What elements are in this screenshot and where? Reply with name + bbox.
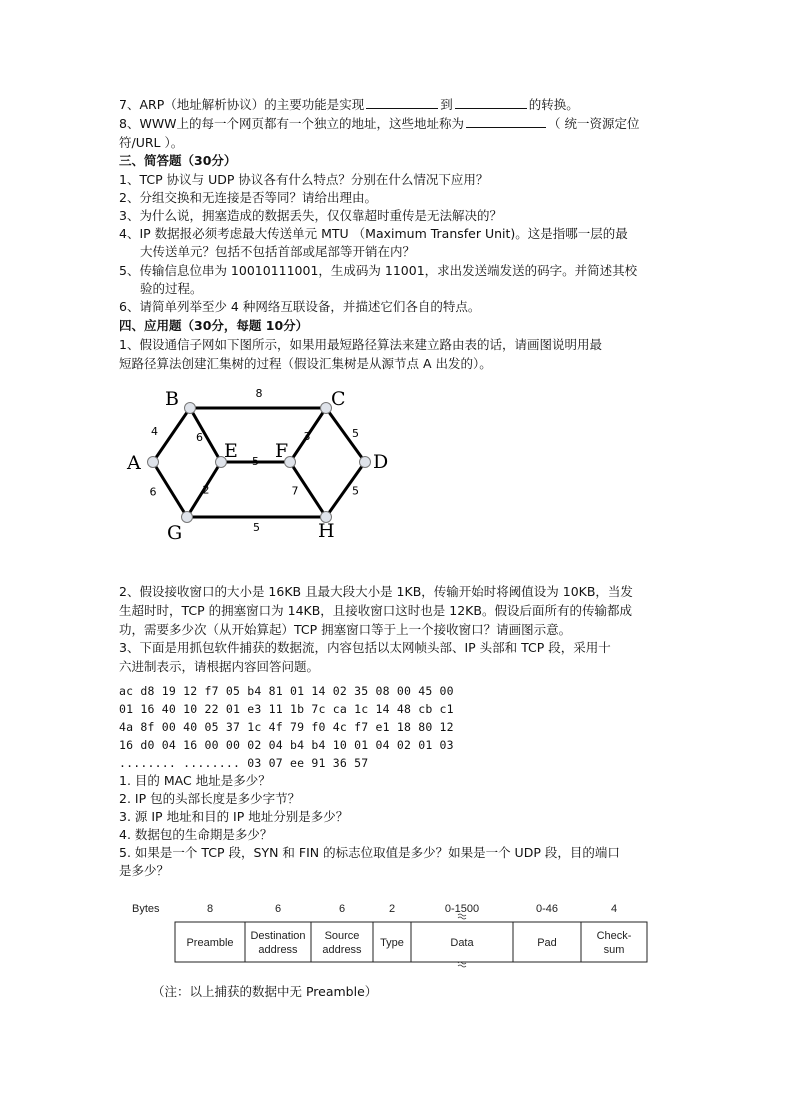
- hex-line: ac d8 19 12 f7 05 b4 81 01 14 02 35 08 00 45 00: [119, 684, 454, 698]
- edge-weight-label: 6: [149, 485, 157, 499]
- app-q2-line: 2、假设接收窗口的大小是 16KB 且最大段大小是 1KB，传输开始时将阈值设为 10KB，当发: [119, 584, 633, 599]
- network-graph-diagram: [115, 380, 415, 550]
- hex-line: 4a 8f 00 40 05 37 1c 4f 79 f0 4c f7 e1 18 80 12: [119, 720, 454, 734]
- node-c: [321, 403, 332, 414]
- app-q1-line: 1、假设通信子网如下图所示，如果用最短路径算法来建立路由表的话，请画图说明用最: [119, 337, 602, 352]
- node-label-c: C: [331, 388, 346, 410]
- frame-field-label: Preamble: [186, 937, 234, 949]
- byte-count-label: 6: [338, 903, 346, 915]
- hex-line: 16 d0 04 16 00 00 02 04 b4 b4 10 01 04 02 01 03: [119, 738, 454, 752]
- frame-field-label: address: [258, 944, 298, 956]
- q7-text-c: 的转换。: [528, 97, 579, 112]
- edge-weight-label: 2: [202, 483, 210, 497]
- short-item: 3、为什么说，拥塞造成的数据丢失，仅仅靠超时重传是无法解决的？: [119, 208, 502, 223]
- edge-a-g: [153, 462, 187, 517]
- frame-field-label: sum: [603, 944, 625, 956]
- byte-count-label: 0-1500: [444, 903, 480, 915]
- short-item: 5、传输信息位串为 10010111001，生成码为 11001，求出发送端发送的码字。并简述其校: [119, 263, 638, 278]
- node-label-g: G: [167, 522, 183, 544]
- node-label-d: D: [373, 451, 389, 473]
- sub-question: 5. 如果是一个 TCP 段，SYN 和 FIN 的标志位取值是多少？如果是一个 UDP 段，目的端口: [119, 845, 620, 860]
- sub-question: 2. IP 包的头部长度是多少字节？: [119, 791, 301, 806]
- frame-note: （注：以上捕获的数据中无 Preamble）: [152, 984, 378, 999]
- node-label-b: B: [165, 388, 179, 410]
- byte-count-label: 6: [274, 903, 282, 915]
- sub-question: 1. 目的 MAC 地址是多少？: [119, 773, 271, 788]
- short-item: 1、TCP 协议与 UDP 协议各有什么特点？分别在什么情况下应用？: [119, 172, 489, 187]
- node-b: [185, 403, 196, 414]
- break-mark-bottom: [458, 962, 466, 967]
- short-item: 4、IP 数据报必须考虑最大传送单元 MTU （Maximum Transfer Unit)。这是指哪一层的最: [119, 226, 628, 241]
- edge-c-d: [326, 408, 365, 462]
- edge-d-h: [326, 462, 365, 517]
- app-q2-line: 生超时时，TCP 的拥塞窗口为 14KB，且接收窗口这时也是 12KB。假设后面所有的传输都成: [119, 603, 632, 618]
- hex-line: 01 16 40 10 22 01 e3 11 1b 7c ca 1c 14 48 cb c1: [119, 702, 454, 716]
- node-label-h: H: [318, 520, 335, 542]
- edge-weight-label: 8: [255, 387, 263, 400]
- q7-text-a: 7、ARP（地址解析协议）的主要功能是实现: [119, 97, 365, 112]
- edge-weight-label: 7: [291, 484, 299, 498]
- q7-text-b: 到: [440, 97, 453, 112]
- byte-count-label: 8: [206, 903, 214, 915]
- question-8: [119, 114, 640, 133]
- sub-question: 4. 数据包的生命期是多少？: [119, 827, 273, 842]
- section-short-heading: 三、简答题（30分）: [119, 153, 237, 168]
- frame-field-label: Pad: [537, 937, 557, 949]
- frame-field-label: Type: [380, 937, 404, 949]
- edge-weight-label: 4: [151, 425, 158, 438]
- edge-weight-label: 5: [252, 455, 259, 468]
- app-q2-line: 功，需要多少次（从开始算起）TCP 拥塞窗口等于上一个接收窗口？请画图示意。: [119, 622, 572, 637]
- question-7: [119, 95, 579, 114]
- edge-weight-label: 5: [253, 521, 260, 534]
- edge-a-b: [153, 408, 190, 462]
- frame-field-label: Source: [324, 930, 360, 942]
- q7-blank-1: [366, 96, 438, 109]
- short-item-cont: 验的过程。: [140, 281, 203, 296]
- hex-line: ........ ........ 03 07 ee 91 36 57: [119, 756, 369, 770]
- app-q3-line: 3、下面是用抓包软件捕获的数据流，内容包括以太网帧头部、IP 头部和 TCP 段，采用十: [119, 640, 611, 655]
- node-label-e: E: [224, 440, 238, 462]
- sub-question-cont: 是多少？: [119, 863, 170, 878]
- question-8-cont: 符/URL ）。: [119, 135, 184, 150]
- frame-field-label: Destination: [250, 930, 306, 942]
- short-item: 2、分组交换和无连接是否等同？请给出理由。: [119, 190, 377, 205]
- q7-blank-2: [455, 96, 527, 109]
- edge-b-e: [190, 408, 221, 462]
- node-g: [182, 512, 193, 523]
- node-d: [360, 457, 371, 468]
- byte-count-label: 4: [610, 903, 618, 915]
- byte-count-label: 2: [388, 903, 396, 915]
- node-label-f: F: [275, 440, 289, 462]
- frame-field-label: address: [322, 944, 362, 956]
- section-app-heading: 四、应用题（30分，每题 10分）: [119, 318, 309, 333]
- edge-weight-label: 6: [196, 431, 203, 444]
- short-item-cont: 大传送单元？包括不包括首部或尾部等开销在内？: [140, 244, 416, 259]
- q8-text-a: 8、WWW上的每一个网页都有一个独立的地址，这些地址称为: [119, 116, 465, 131]
- node-label-a: A: [127, 452, 141, 474]
- edge-weight-label: 3: [303, 430, 311, 443]
- frame-field-label: Data: [450, 937, 474, 949]
- short-item: 6、请简单列举至少 4 种网络互联设备，并描述它们各自的特点。: [119, 299, 481, 314]
- q8-text-b: （ 统一资源定位: [548, 116, 640, 131]
- bytes-label: Bytes: [132, 903, 160, 915]
- sub-question: 3. 源 IP 地址和目的 IP 地址分别是多少？: [119, 809, 349, 824]
- app-q1-line: 短路径算法创建汇集树的过程（假设汇集树是从源节点 A 出发的）。: [119, 356, 492, 371]
- app-q3-line: 六进制表示，请根据内容回答问题。: [119, 659, 320, 674]
- byte-count-label: 0-46: [535, 903, 559, 915]
- node-a: [148, 457, 159, 468]
- ethernet-frame-diagram: [125, 895, 665, 970]
- frame-field-label: Check-: [596, 930, 632, 942]
- edge-weight-label: 5: [352, 484, 359, 498]
- edge-weight-label: 5: [352, 427, 359, 440]
- q8-blank: [466, 115, 546, 128]
